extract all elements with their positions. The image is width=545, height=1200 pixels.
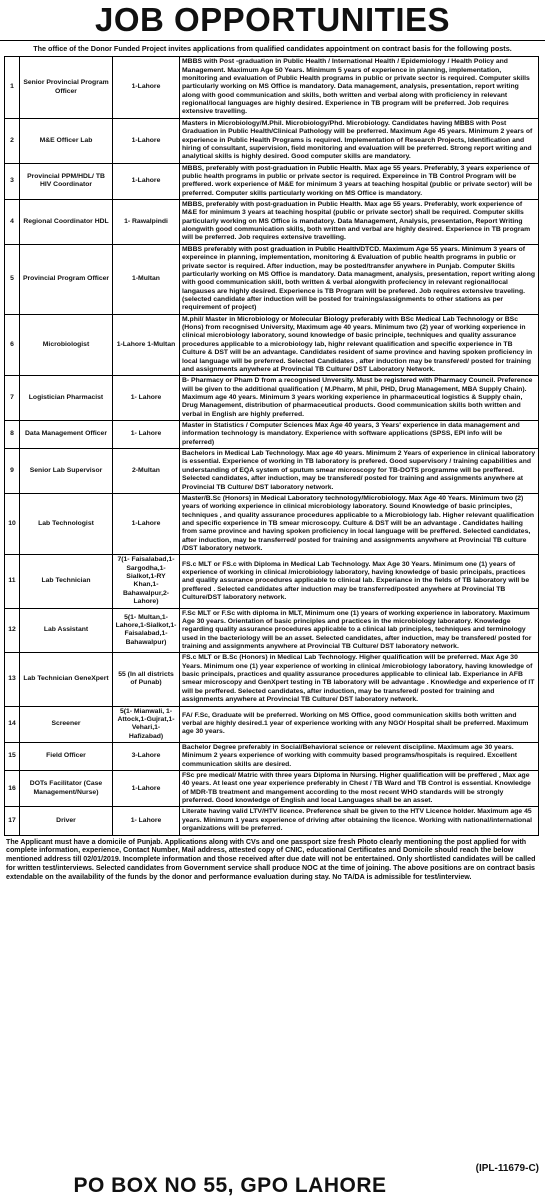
table-row — [5, 244, 539, 314]
serial-number: 3 — [5, 163, 20, 199]
table-row — [5, 449, 539, 494]
job-requirements: MBBS, preferably with post-graduation in Public Health. Max age 55 years. Preferably, 3 years experience of public health programs in public or private sector is required. Expereince in TB Control Program will be preffered. work experience of M&E for minimum 3 years at teaching hospital (public or private sector) will be preferred. Computer skills particularly working on MS Office is mandatory. — [180, 163, 539, 199]
serial-number: 8 — [5, 421, 20, 449]
position-name: Senior Provincial Program Officer — [20, 57, 113, 119]
job-location: 1-Lahore 1-Multan — [113, 314, 180, 376]
table-row — [5, 493, 539, 555]
serial-number: 14 — [5, 706, 20, 742]
job-location: 1-Lahore — [113, 57, 180, 119]
footer-notice: The Applicant must have a domicile of Punjab. Applications along with CVs and one passport size fresh Photo clearly mentioning the post applied for with complete information, experience, Contact Number, Mail address, attested copy of CNIC, educational Certificates and Domicile should reach the below mentioned address till 02/01/2019. Incomplete information and those received after due date will not be entertained. Only shortlisted candidates will be called for written test/interviews. Selected candidates from Government service shall produce NOC at the time of joining. The above positions are on contract basis extendable on the availability of the funds by the donor and performance evaluation during stay. No TA/DA is admissible for test/interview. — [6, 837, 536, 881]
position-name: Lab Technician GeneXpert — [20, 653, 113, 706]
position-name: Driver — [20, 807, 113, 835]
job-location: 1-Lahore — [113, 118, 180, 163]
position-name: Provincial Program Officer — [20, 244, 113, 314]
serial-number: 12 — [5, 608, 20, 653]
page-title: JOB OPPORTUNITIES — [94, 1, 451, 38]
table-row — [5, 314, 539, 376]
job-requirements: Bachelor Degree preferably in Social/Behavioral science or relevent discipline. Maximum age 30 years. Minimum 2 years experience of working with commuity based programs/hospitals is required. Excellent communication skills are desired. — [180, 742, 539, 770]
position-name: Regional Coordinator HDL — [20, 200, 113, 245]
table-row — [5, 742, 539, 770]
job-requirements: Literate having valid LTV/HTV licence. Preference shall be given to the HTV Licence holder. Maximum age 45 years. Minimum 1 years experience of driving after obtaining the licence. Working with national/international organizations will be preferred. — [180, 807, 539, 835]
job-requirements: F.Sc MLT or F.Sc with diploma in MLT, Minimum one (1) years of working experience in laboratory. Maximum Age 30 years. Orientation of basic principles and practices in the microbiology laboratory. Knowledge regarding quality assurance procedures applicable to a clinical lab principles, techniques and terminology used in the bacteriology will be an asset. Selected candidates, after induction, may be transfered/ posted for training and assignments anywhere at Provincial TB Culture/ DST laboratory network. — [180, 608, 539, 653]
job-location: 1- Lahore — [113, 376, 180, 421]
position-name: Lab Technician — [20, 555, 113, 608]
jobs-table — [4, 56, 539, 835]
job-requirements: MBBS, preferably with post-graduation in Public Health. Max age 55 years. Preferably, work experience of M&E for minimum 3 years at teaching hospital (public or private sector) shall be required. Computer skills particularly working on MS Office is mandatory. Data Management, Analysis, presentation, Report Writing alongwith good communication skills, both written and verbal are highly desired. Experience in TB program will be preferred. Job requires extensive travelling. — [180, 200, 539, 245]
table-row — [5, 608, 539, 653]
serial-number: 11 — [5, 555, 20, 608]
table-row — [5, 200, 539, 245]
job-requirements: MBBS with Post -graduation in Public Health / International Health / Epidemiology / Health Policy and Management. Maximum Age 50 Years. Minimum 5 years of experience in planning, implementation, monitoring and evaluation of Public Health programs in public or private sector is required. Computer skills particularly working on MS Office is mandatory. Data management, analysis, presentation, report writing along with good communication and skills, both written and verbal along with proficiency in relevant regional/local languages are highly desired. Experience in TB program will be preferred. Job requires extensive travelling. — [180, 57, 539, 119]
position-name: Lab Technologist — [20, 493, 113, 555]
job-location: 1- Rawalpindi — [113, 200, 180, 245]
job-requirements: FS.c MLT or FS.c with Diploma in Medical Lab Technology. Max Age 30 Years. Minimum one (1) years of experience of working in clinical /microbiology laboratory, having knowledge of basic principals, practices and quality assurance procedures applicable to clinical lab. Experiance in the fields of TB laboratory will be preffered . Selected candidates after induction may be transferred/posted anywhere at Provincial TB Culture/DST laboratory network. — [180, 555, 539, 608]
job-requirements: Master/B.Sc (Honors) in Medical Laboratory technology/Microbiology. Max Age 40 Years. Minimum two (2) years of working experience in clinical microbiology laboratory. Sound Knowledge of basic principles, techniques , and quality assurance procedures applicable to a Microbiology lab. Higher relevant qualification and specific experience in TB smear microscopy. Culture & DST will be an advantage . Candidates hailing from same province and having spoken proficiency in local language will be preffered. Selected candidates, after induction, may be transferred/ posted for training and assignments anywhere at Provincial TB culture /DST laboratory network. — [180, 493, 539, 555]
position-name: Provincial PPM/HDL/ TB HIV Coordinator — [20, 163, 113, 199]
serial-number: 17 — [5, 807, 20, 835]
job-location: 2-Multan — [113, 449, 180, 494]
job-location: 55 (In all districts of Punab) — [113, 653, 180, 706]
job-location: 5(1- Multan,1-Lahore,1-Sialkot,1-Faisalabad,1-Bahawalpur) — [113, 608, 180, 653]
serial-number: 7 — [5, 376, 20, 421]
position-name: Microbiologist — [20, 314, 113, 376]
job-requirements: Masters in Microbiology/M.Phil. Microbiology/Phd. Microbiology. Candidates having MBBS with Post Graduation in Public Health/Clinical Pathology will be preferred. Maximum Age 45 years. Minimum 2 years of experience in Public Health Programs is required. Implementation of Research Projects, Identification and hiring of consultant, supervision, field monitoring and evaluation will be preferred. Strong report writing and analytical skills is highly desired. Good computer skills are mandatory. — [180, 118, 539, 163]
serial-number: 10 — [5, 493, 20, 555]
serial-number: 13 — [5, 653, 20, 706]
table-row — [5, 555, 539, 608]
position-name: M&E Officer Lab — [20, 118, 113, 163]
position-name: Data Management Officer — [20, 421, 113, 449]
job-requirements: FSc pre medical/ Matric with three years Diploma in Nursing. Higher qualification will be preffered , Max age 40 years. At least one year experience preferably in Chest / TB Ward and TB Control is essential. Knowledge of MDR-TB treatment and mangement according to the most recent WHO standards will be strongly preferred. Good knowledge of English and local Languages shall be an asset. — [180, 771, 539, 807]
job-location: 5(1- Mianwali, 1-Attock,1-Gujrat,1-Vehari,1-Hafizabad) — [113, 706, 180, 742]
jobs-table-body — [5, 57, 539, 835]
table-row — [5, 421, 539, 449]
job-location: 1- Lahore — [113, 807, 180, 835]
intro-text: The office of the Donor Funded Project invites applications from qualified candidates appointment on contract basis for the following posts. — [33, 44, 512, 53]
position-name: Field Officer — [20, 742, 113, 770]
table-row — [5, 57, 539, 119]
job-location: 3-Lahore — [113, 742, 180, 770]
job-location: 1-Lahore — [113, 771, 180, 807]
serial-number: 4 — [5, 200, 20, 245]
table-row — [5, 163, 539, 199]
serial-number: 5 — [5, 244, 20, 314]
job-requirements: MBBS preferably with post graduation in Public Health/DTCD. Maximum Age 55 years. Minimum 3 years of expereince in planning, implementation, monitoring & Evaluation of public health programs in public or private sector is required. After induction, may be posted/transfer anywhere in Punjab. Computer Skills particularly working on MS Office is mandatory. Data managment, analysis, presentation, report writing along with good communication skill, both written & verbal alongwith profeciency in relevant regional/local langauses are highly desired. Experience is TB Program will be prefered. Job requires extensive traveling. (selected candidate after induction will be posted for trainings/assignments to other stations as per requirement of project) — [180, 244, 539, 314]
job-location: 1-Lahore — [113, 493, 180, 555]
position-name: Logistician Pharmacist — [20, 376, 113, 421]
address-block — [0, 1163, 545, 1200]
serial-number: 1 — [5, 57, 20, 119]
job-requirements: FA/ F.Sc, Graduate will be preferred. Working on MS Office, good communication skills both written and verbal are highly desired.1 year of experience working with any NGO/ Hospital shall be preferred. Maximum age 30 years. — [180, 706, 539, 742]
job-requirements: M.phil/ Master in Microbiology or Molecular Biology preferably with BSc Medical Lab Technology or BSc (Hons) from recognised University, Maximum age 40 years. Minimum two (2) year of working experience in clinical microbiology laboratory, sound knowledge of basic principle, techniques and quality assurance procedures applicable to a microbiology lab, highr relevant qualification and specific experience in TB Culture & DST will be an advantage. Candidates resident of same province and having spoken proficiency in local language will be preferred. Selected Candidates , after induction may be transfered/ posted for training and assignments anywhere at Provincial TB Culture/ DST Laboratory Network. — [180, 314, 539, 376]
table-row — [5, 706, 539, 742]
job-requirements: Master in Statistics / Computer Sciences Max Age 40 years, 3 Years' experience in data management and information technology is mandatory. Experience with software applications (SPSS, EPI info will be preferred) — [180, 421, 539, 449]
page-header — [0, 0, 545, 41]
serial-number: 6 — [5, 314, 20, 376]
table-row — [5, 807, 539, 835]
table-row — [5, 653, 539, 706]
serial-number: 16 — [5, 771, 20, 807]
serial-number: 9 — [5, 449, 20, 494]
position-name: Screener — [20, 706, 113, 742]
position-name: Senior Lab Supervisor — [20, 449, 113, 494]
job-location: 1-Multan — [113, 244, 180, 314]
position-name: DOTs Facilitator (Case Management/Nurse) — [20, 771, 113, 807]
table-row — [5, 376, 539, 421]
serial-number: 15 — [5, 742, 20, 770]
table-row — [5, 771, 539, 807]
job-location: 1-Lahore — [113, 163, 180, 199]
po-box-address: PO BOX NO 55, GPO LAHORE — [73, 1174, 387, 1197]
reference-code: (IPL-11679-C) — [475, 1163, 539, 1174]
job-requirements: Bachelors in Medical Lab Technology. Max age 40 years. Minimum 2 Years of experience in clinical laboratory is essential. Experience of working in TB laboratory is prefered. Good supervisory / training capabilities and understanding of EQA system of sputum smear microscopy for TB-DOTS programme will be preffered. Selected candidates, after induction, may be transfered/ posted for training and assignments anywhere at Provincial TB Culture/ DST laboratory network. — [180, 449, 539, 494]
job-requirements: FS.c MLT or B.Sc (Honors) in Medical Lab Technology. Higher qualification will be preferred. Max Age 30 Years. Minimum one (1) year experience of working in clinical /microbiology laboratory, having knowledge of basic principals, practices and quality assurance procedures applicable to clinical lab. Experiance in AFB smear microscopy and GenXpert testing in TB laboratory will be advantage . Knowledge and experience of IT will be preffered. Selected candidates, after induction, may be transfered/ posted for training and assignments anywhere at Provincial TB Culture/ DST laboratory network. — [180, 653, 539, 706]
table-row — [5, 118, 539, 163]
job-requirements: B- Pharmacy or Pham D from a recognised Unversity. Must be registered with Pharmacy Council. Preference will be given to the additional qualification ( M.Pharm, M phil, PHD, Drug Management, MBA Supply Chain). Maximum age 40 years. Minimum 3 years working experience in pharmaceutical logistics & Supply chain, Drug Management, distribution of pharmaceutical products. Good communication skills both written and verbal in English are highly preferred. — [180, 376, 539, 421]
serial-number: 2 — [5, 118, 20, 163]
job-location: 7(1- Faisalabad,1-Sargodha,1-Sialkot,1-RY Khan,1-Bahawalpur,2-Lahore) — [113, 555, 180, 608]
job-location: 1- Lahore — [113, 421, 180, 449]
position-name: Lab Assistant — [20, 608, 113, 653]
